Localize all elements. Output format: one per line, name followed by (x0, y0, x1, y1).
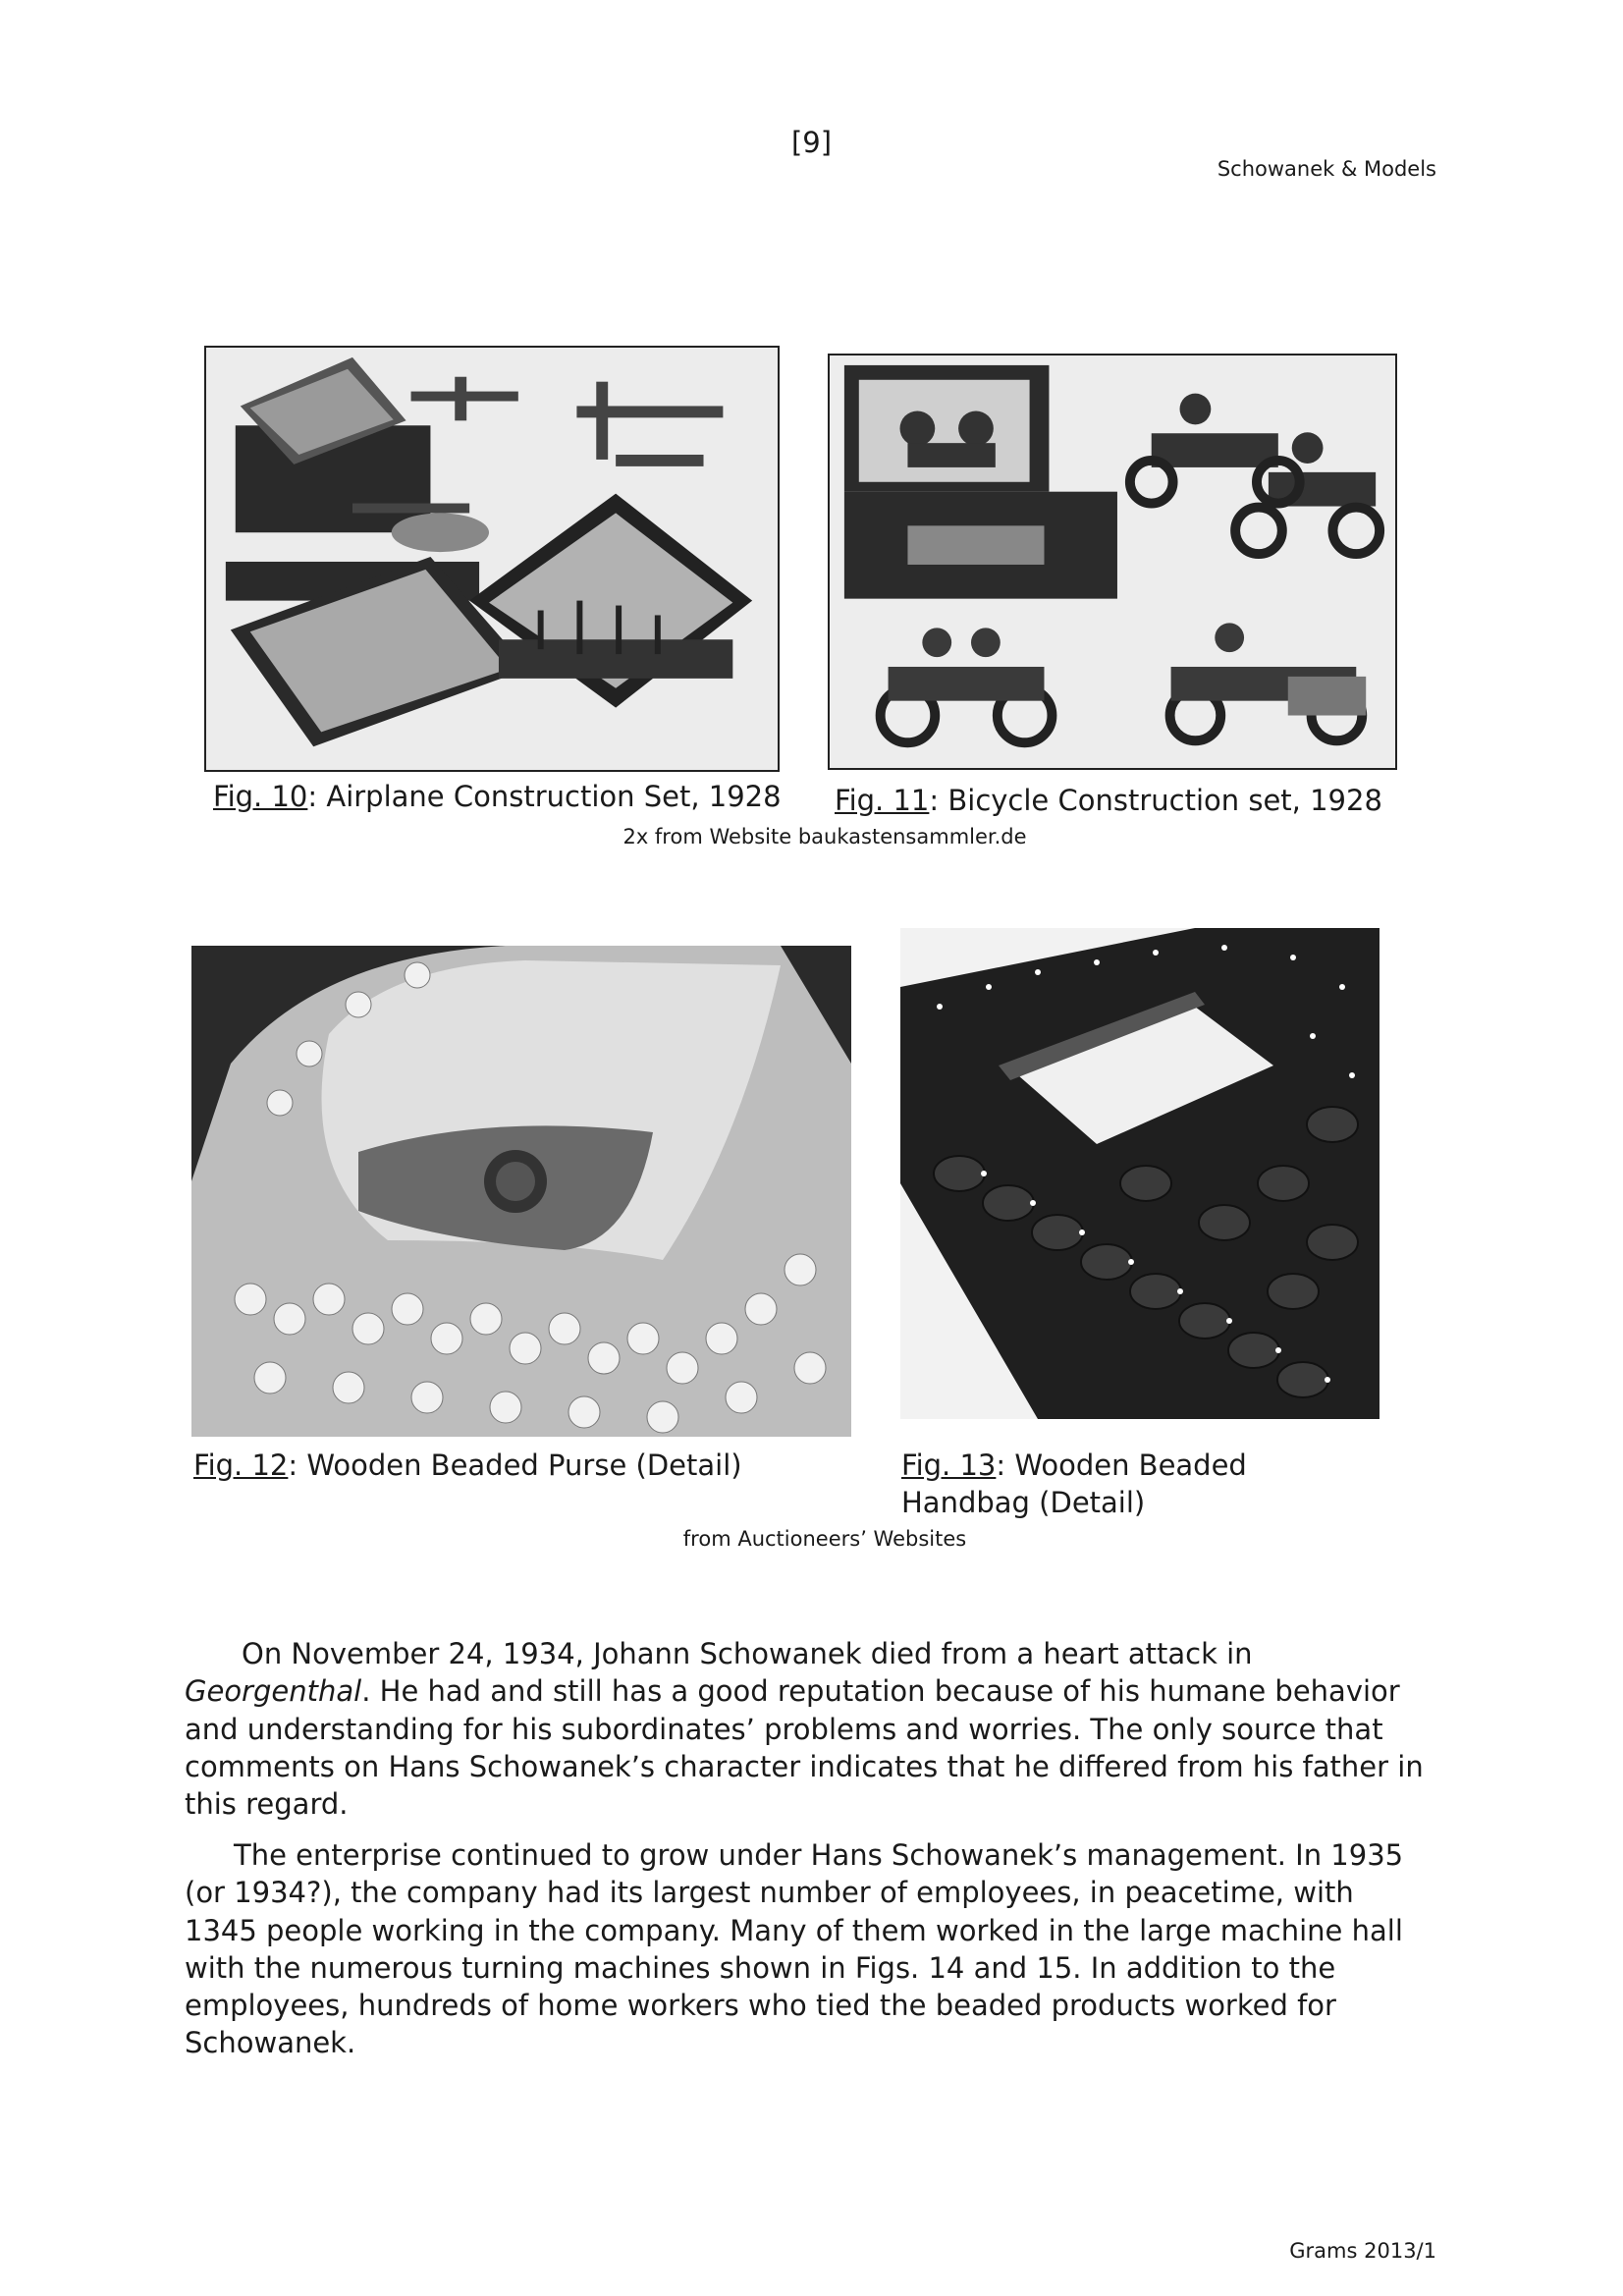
place-name: Georgenthal (185, 1674, 362, 1709)
fig-10-label: Fig. 10 (213, 780, 308, 813)
header-title: Schowanek & Models (1217, 157, 1436, 181)
paragraph-1-end: . He had and still has a good reputation because of his humane behavior and understanding for his subordinates’ problems and worries. The only source that comments on Hans Schowanek’s character indicates that he differed from his father in this regard. (185, 1674, 1424, 1822)
fig-11-caption-text: : Bicycle Construction set, 1928 (929, 784, 1382, 817)
fig-10-caption-text: : Airplane Construction Set, 1928 (307, 780, 782, 813)
fig-11-image (828, 354, 1397, 770)
fig-12-label: Fig. 12 (193, 1449, 289, 1482)
fig-12-image (191, 946, 851, 1437)
figure-source-2: from Auctioneers’ Websites (682, 1527, 967, 1551)
fig-12-caption-text: : Wooden Beaded Purse (Detail) (288, 1449, 742, 1482)
paragraph-1-start: On November 24, 1934, Johann Schowanek died from a heart attack in (242, 1637, 1253, 1670)
fig-13-caption (901, 1448, 1363, 1521)
fig-10-image (204, 346, 780, 772)
fig-11-caption (835, 783, 1382, 820)
fig-13-label: Fig. 13 (901, 1449, 997, 1482)
figure-source-1: 2x from Website baukastensammler.de (622, 825, 1027, 848)
fig-11-label: Fig. 11 (835, 784, 930, 817)
fig-10-caption (213, 779, 782, 816)
body-paragraph-2: The enterprise continued to grow under Hans Schowanek’s management. In 1935 (or 1934?), the company had its largest number of employees, in peacetime, with 1345 people working in the company. Many of them worked in the large machine hall with the numerous turning machines shown in Figs. 14 and 15. In addition to the employees, hundreds of home workers who tied the beaded products worked for Schowanek. (185, 1838, 1404, 2060)
footer-text: Grams 2013/1 (1289, 2239, 1436, 2263)
page-number: [9] (790, 126, 833, 159)
fig-12-caption (193, 1448, 742, 1485)
fig-13-image (900, 928, 1380, 1419)
fig-13-caption-text: : Wooden Beaded Handbag (Detail) (901, 1449, 1247, 1519)
body-paragraph-1 (185, 1635, 1424, 1823)
